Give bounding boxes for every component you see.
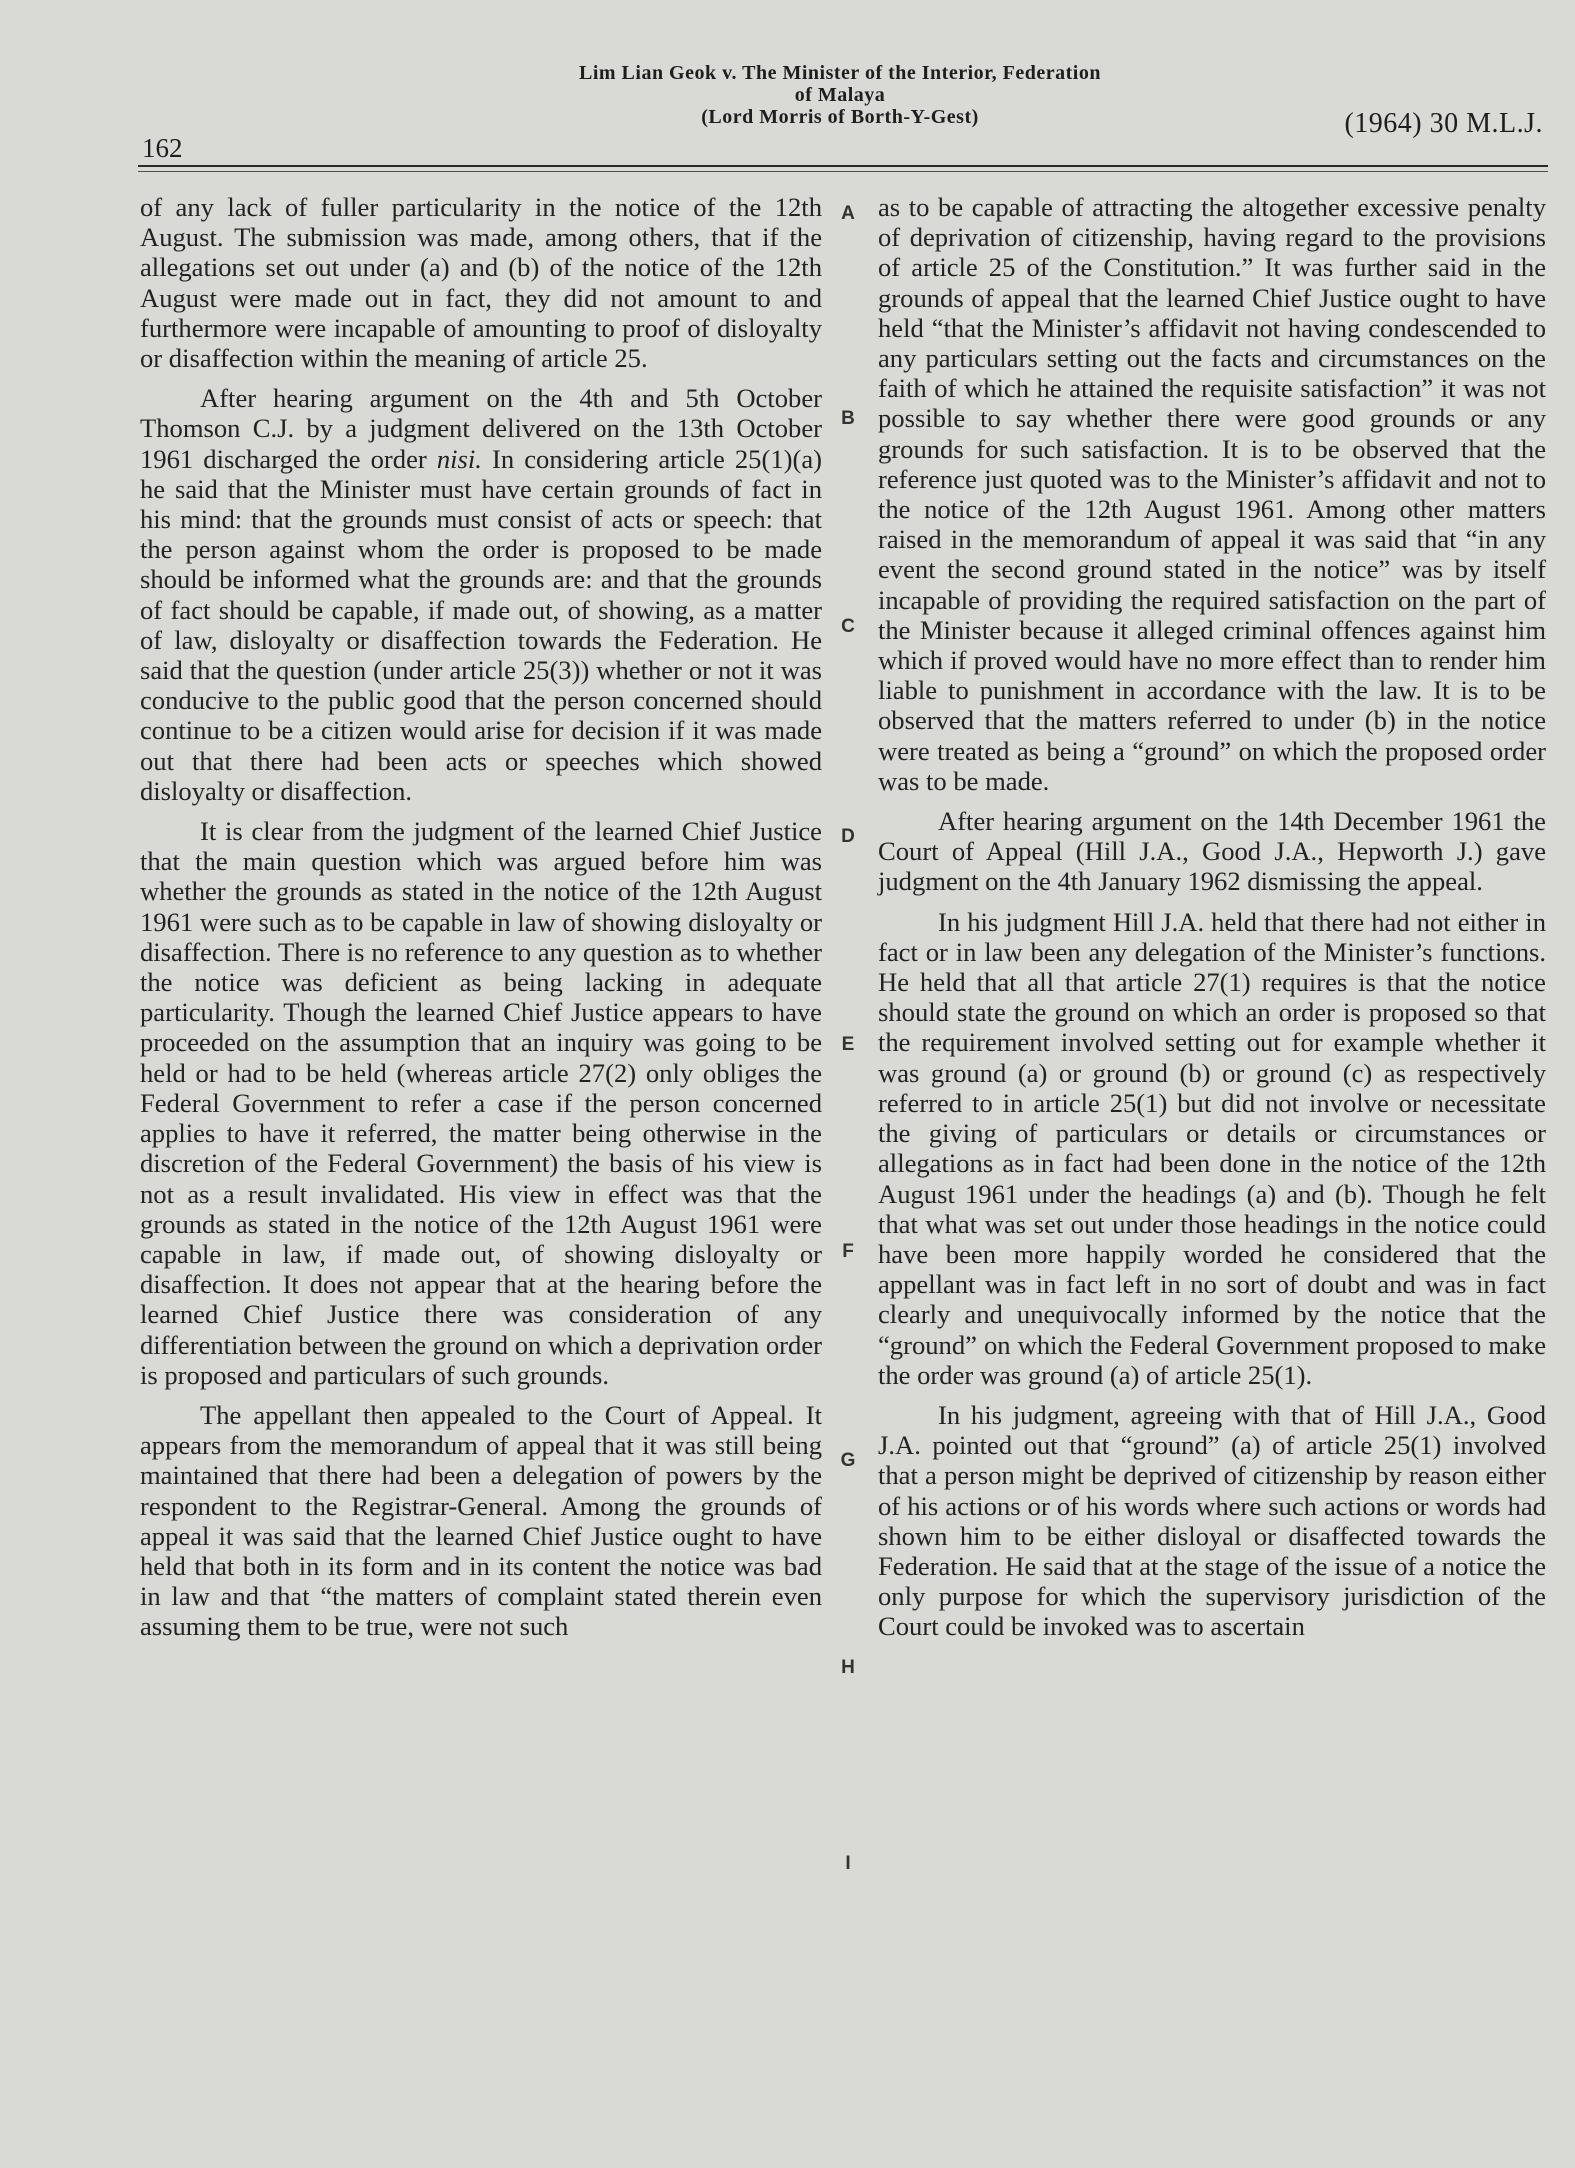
left-paragraph-4: The appellant then appealed to the Court of Appeal. It appears from the memorandum of appeal that it was still being maintained that there had been a delegation of powers by the respondent to the Registrar-General. Among the grounds of appeal it was said that the learned Chief Justice ought to have held that both in its form and in its content the notice was bad in law and that “the matters of complaint stated therein even assuming them to be true, were not such [140,1399,822,1642]
header-rule [138,165,1548,167]
left-paragraph-2-text-a: After hearing argument on the 4th and 5th October Thomson C.J. by a judgment delivered on the 13th October 1961 discharged the order [140,383,822,474]
page-number: 162 [142,133,183,163]
citation: (1964) 30 M.L.J. [1344,108,1543,139]
right-paragraph-3: In his judgment Hill J.A. held that there had not either in fact or in law been any delegation of the Minister’s functions. He held that all that article 27(1) requires is that the notice should state the ground on which an order is proposed so that the requirement involved setting out for example whether it was ground (a) or ground (b) or ground (c) as respectively referred to in article 25(1) but did not involve or necessitate the giving of particulars or details or circumstances or allegations as in fact had been done in the notice of the 12th August 1961 under the headings (a) and (b). Though he felt that what was set out under those headings in the notice could have been more happily worded he considered that the appellant was in fact left in no sort of doubt and was in fact clearly and unequivocally informed by the notice that the “ground” on which the Federal Government proposed to make the order was ground (a) of article 25(1). [878,906,1546,1390]
margin-marker-e: E [841,1034,855,1055]
margin-marker-g: G [840,1450,856,1471]
header-title-line-2: of Malaya [794,84,886,106]
left-paragraph-3: It is clear from the judgment of the learned Chief Justice that the main question which was argued before him was whether the grounds as stated in the notice of the 12th August 1961 were such as to be capable in law of showing disloyalty or disaffection. There is no reference to any question as to whether the notice was deficient as being lacking in adequate particularity. Though the learned Chief Justice appears to have proceeded on the assumption that an inquiry was going to be held or had to be held (whereas article 27(2) only obliges the Federal Government to refer a case if the person concerned applies to have it referred, the matter being otherwise in the discretion of the Federal Government) the basis of his view is not as a result invalidated. His view in effect was that the grounds as stated in the notice of the 12th August 1961 were capable in law, if made out, of showing disloyalty or disaffection. It does not appear that at the hearing before the learned Chief Justice there was consideration of any differentiation between the ground on which a deprivation order is proposed and particulars of such grounds. [140,816,822,1390]
margin-marker-a: A [841,203,855,224]
right-column [878,192,1546,1642]
margin-marker-c: C [841,616,855,637]
left-paragraph-2 [140,383,822,806]
margin-marker-f: F [842,1241,854,1262]
right-paragraph-1: as to be capable of attracting the altogether excessive penalty of deprivation of citizenship, having regard to the provisions of article 25 of the Constitution.” It was further said in the grounds of appeal that the learned Chief Justice ought to have held “that the Minister’s affidavit not having condescended to any particulars setting out the facts and circumstances on the faith of which he attained the requisite satisfaction” it was not possible to say whether there were good grounds or any grounds for such satisfaction. It is to be observed that the reference just quoted was to the Minister’s affidavit and not to the notice of the 12th August 1961. Among other matters raised in the memorandum of appeal it was said that “in any event the second ground stated in the notice” was by itself incapable of providing the required satisfaction on the part of the Minister because it alleged criminal offences against him which if proved would have no more effect than to render him liable to punishment in accordance with the law. It is to be observed that the matters referred to under (b) in the notice were treated as being a “ground” on which the proposed order was to be made. [878,192,1546,796]
margin-marker-d: D [841,826,855,847]
header-rule-thin [138,171,1548,172]
left-paragraph-1: of any lack of fuller particularity in the notice of the 12th August. The submission was made, among others, that if the allegations set out under (a) and (b) of the notice of the 12th August were made out in fact, they did not amount to and furthermore were incapable of amounting to proof of disloyalty or disaffection within the meaning of article 25. [140,192,822,374]
running-header [470,62,1210,128]
left-column [140,192,822,1642]
margin-marker-h: H [841,1657,855,1678]
left-paragraph-2-text-b: In considering article 25(1)(a) he said that the Minister must have certain grounds of fact in his mind: that the grounds must consist of acts or speech: that the person against whom the order is proposed to be made should be informed what the grounds are: and that the grounds of fact should be capable, if made out, of showing, as a matter of law, disloyalty or disaffection towards the Federation. He said that the question (under article 25(3)) whether or not it was conducive to the public good that the person concerned should continue to be a citizen would arise for decision if it was made out that there had been acts or speeches which showed disloyalty or disaffection. [140,443,823,806]
left-paragraph-2-italic: nisi. [436,443,482,474]
margin-marker-i: I [845,1853,851,1874]
header-title-line-1: Lim Lian Geok v. The Minister of the Interior, Federation [578,62,1101,84]
margin-marker-b: B [841,408,855,429]
header-title-line-3: (Lord Morris of Borth-Y-Gest) [701,106,979,128]
right-paragraph-2: After hearing argument on the 14th December 1961 the Court of Appeal (Hill J.A., Good J.A., Hepworth J.) gave judgment on the 4th January 1962 dismissing the appeal. [878,806,1546,897]
right-paragraph-4: In his judgment, agreeing with that of Hill J.A., Good J.A. pointed out that “ground” (a) of article 25(1) involved that a person might be deprived of citizenship by reason either of his actions or of his words where such actions or words had shown him to be either disloyal or disaffected towards the Federation. He said that at the stage of the issue of a notice the only purpose for which the supervisory jurisdiction of the Court could be invoked was to ascertain [878,1399,1546,1642]
